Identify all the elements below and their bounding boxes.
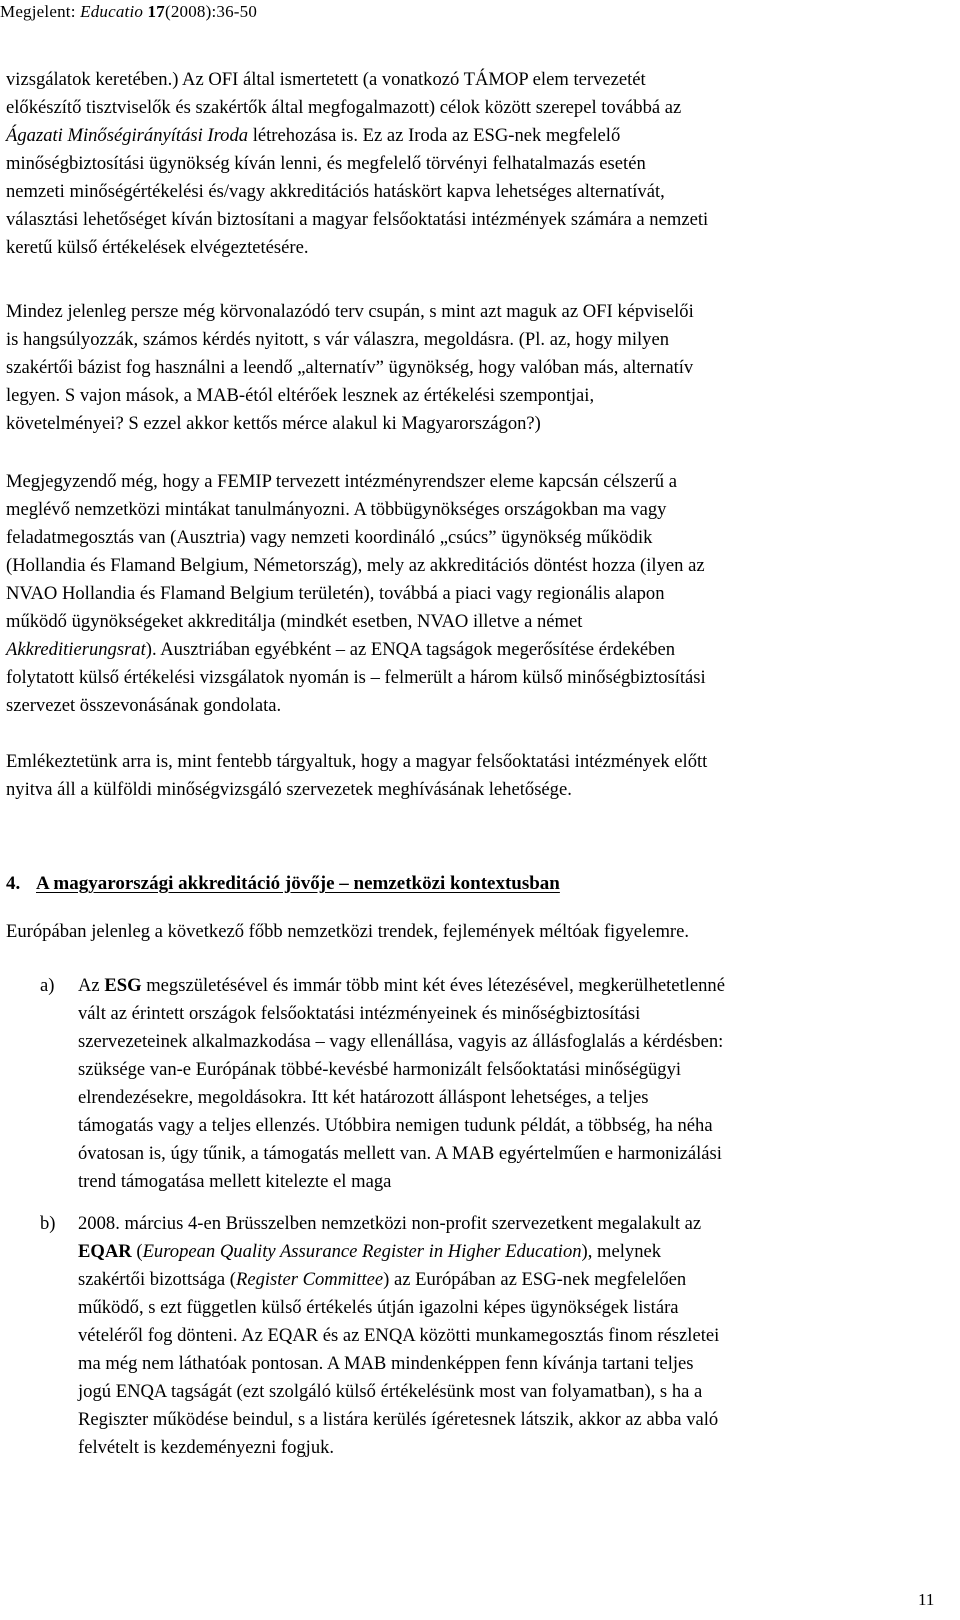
italic-term: Register Committee: [235, 1269, 384, 1290]
text-line: Európában jelenleg a következő főbb nemzetközi trendek, fejlemények méltóak figyelemre.: [6, 921, 690, 942]
text-run: ), melynek: [581, 1241, 662, 1262]
list-item-b: [78, 1210, 938, 1462]
text-line: szervezeteinek alkalmazkodása – vagy ellenállása, vagyis az állásfoglalás a kérdésben:: [78, 1031, 724, 1052]
text-line: [6, 636, 926, 664]
text-line: választási lehetőséget kíván biztosítani a magyar felsőoktatási intézmények számára a nemzeti: [6, 209, 709, 230]
text-run: ). Ausztriában egyébként – az ENQA tagságok megerősítése érdekében: [145, 639, 675, 660]
intro-paragraph: [6, 918, 926, 946]
text-line: feladatmegosztás van (Ausztria) vagy nemzeti koordináló „csúcs” ügynökség működik: [6, 527, 653, 548]
text-line: vált az érintett országok felsőoktatási intézményeinek és minőségbiztosítási: [78, 1003, 641, 1024]
text-line: [78, 1266, 938, 1294]
bold-term: EQAR: [78, 1241, 132, 1262]
text-line: követelményei? S ezzel akkor kettős mérce alakul ki Magyarországon?): [6, 413, 541, 434]
text-line: 2008. március 4-en Brüsszelben nemzetközi non-profit szervezetkent megalakult az: [78, 1213, 702, 1234]
text-line: szervezet összevonásának gondolata.: [6, 695, 282, 716]
text-run: megszületésével és immár több mint két éves létezésével, megkerülhetetlenné: [141, 975, 725, 996]
text-line: nemzeti minőségértékelési és/vagy akkreditációs hatáskört kapva lehetséges alternatívát,: [6, 181, 665, 202]
list-item-a-label: a): [40, 975, 55, 996]
text-line: felvételt is kezdeményezni fogjuk.: [78, 1437, 335, 1458]
text-line: előkészítő tisztviselők és szakértők által megfogalmazott) célok között szerepel továbbá az: [6, 97, 682, 118]
paragraph-1: [6, 66, 926, 262]
text-line: meglévő nemzetközi mintákat tanulmányozni. A többügynökséges országokban ma vagy: [6, 499, 667, 520]
italic-term: Akkreditierungsrat: [6, 639, 146, 660]
text-line: folytatott külső értékelési vizsgálatok nyomán is – felmerült a három külső minőségbiztosítási: [6, 667, 706, 688]
italic-term: European Quality Assurance Register in Higher Education: [142, 1241, 582, 1262]
text-line: trend támogatása mellett kitelezte el maga: [78, 1171, 392, 1192]
text-line: szakértői bázist fog használni a leendő „alternatív” ügynökség, hogy valóban más, alternatív: [6, 357, 694, 378]
text-line: Megjegyzendő még, hogy a FEMIP tervezett intézményrendszer eleme kapcsán célszerű a: [6, 471, 677, 492]
text-line: NVAO Hollandia és Flamand Belgium területén), továbbá a piaci vagy regionális alapon: [6, 583, 665, 604]
paragraph-4: [6, 748, 926, 804]
text-run: létrehozása is. Ez az Iroda az ESG-nek megfelelő: [248, 125, 621, 146]
text-line: is hangsúlyozzák, számos kérdés nyitott, s vár válaszra, megoldásra. (Pl. az, hogy milyen: [6, 329, 670, 350]
text-line: minőségbiztosítási ügynökség kíván lenni, és megfelelő törvényi felhatalmazás esetén: [6, 153, 646, 174]
text-line: Mindez jelenleg persze még körvonalazódó terv csupán, s mint azt maguk az OFI képviselői: [6, 301, 694, 322]
text-line: nyitva áll a külföldi minőségvizsgáló szervezetek meghívásának lehetősége.: [6, 779, 572, 800]
header-journal: Educatio: [80, 2, 144, 21]
running-header: [0, 2, 257, 22]
bold-term: ESG: [104, 975, 142, 996]
text-line: legyen. S vajon mások, a MAB-étól eltérőek lesznek az értékelési szempontjai,: [6, 385, 595, 406]
paragraph-3: [6, 468, 926, 720]
text-line: (Hollandia és Flamand Belgium, Németország), mely az akkreditációs döntést hozza (ilyen az: [6, 555, 705, 576]
paragraph-2: [6, 298, 926, 438]
text-line: támogatás vagy a teljes ellenzés. Utóbbira nemigen tudunk példát, a többség, ha néha: [78, 1115, 713, 1136]
text-line: [78, 1238, 938, 1266]
text-run: (: [131, 1241, 143, 1262]
text-run: Az: [78, 975, 105, 996]
section-number: 4.: [6, 873, 21, 894]
page-number: 11: [918, 1590, 935, 1609]
text-line: ma még nem láthatóak pontosan. A MAB mindenképpen fenn kívánja tartani teljes: [78, 1353, 694, 1374]
header-prefix: Megjelent:: [0, 2, 81, 21]
text-line: Regiszter működése beindul, s a listára kerülés ígéretesnek látszik, akkor az abba való: [78, 1409, 719, 1430]
italic-term: Ágazati Minőségirányítási Iroda: [6, 125, 249, 146]
text-line: Emlékeztetünk arra is, mint fentebb tárgyaltuk, hogy a magyar felsőoktatási intézmények előtt: [6, 751, 708, 772]
text-line: elrendezésekre, megoldásokra. Itt két határozott álláspont lehetséges, a teljes: [78, 1087, 649, 1108]
header-volume: 17: [147, 2, 165, 21]
text-line: működő, s ezt független külső értékelés útján igazolni képes ügynökségek listára: [78, 1297, 679, 1318]
section-heading: [6, 873, 560, 895]
text-line: óvatosan is, úgy tűnik, a támogatás mellett van. A MAB egyértelműen e harmonizálási: [78, 1143, 722, 1164]
text-line: vizsgálatok keretében.) Az OFI által ismertetett (a vonatkozó TÁMOP elem tervezetét: [6, 69, 646, 90]
text-line: [78, 972, 938, 1000]
section-title: A magyarországi akkreditáció jövője – nemzetközi kontextusban: [36, 873, 560, 894]
text-line: szüksége van-e Európának többé-kevésbé harmonizált felsőoktatási minőségügyi: [78, 1059, 682, 1080]
text-line: jogú ENQA tagságát (ezt szolgáló külső értékelésünk most van folyamatban), s ha a: [78, 1381, 703, 1402]
list-item-a: [78, 972, 938, 1196]
text-line: működő ügynökségeket akkreditálja (mindkét esetben, NVAO illetve a német: [6, 611, 583, 632]
text-run: ) az Európában az ESG-nek megfelelően: [383, 1269, 687, 1290]
text-line: keretű külső értékelések elvégeztetésére.: [6, 237, 309, 258]
header-issue: (2008):36-50: [164, 2, 258, 21]
text-run: szakértői bizottsága (: [78, 1269, 236, 1290]
list-item-b-label: b): [40, 1213, 56, 1234]
text-line: vételéről fog dönteni. Az EQAR és az ENQA közötti munkamegosztás finom részletei: [78, 1325, 720, 1346]
text-line: [6, 122, 926, 150]
